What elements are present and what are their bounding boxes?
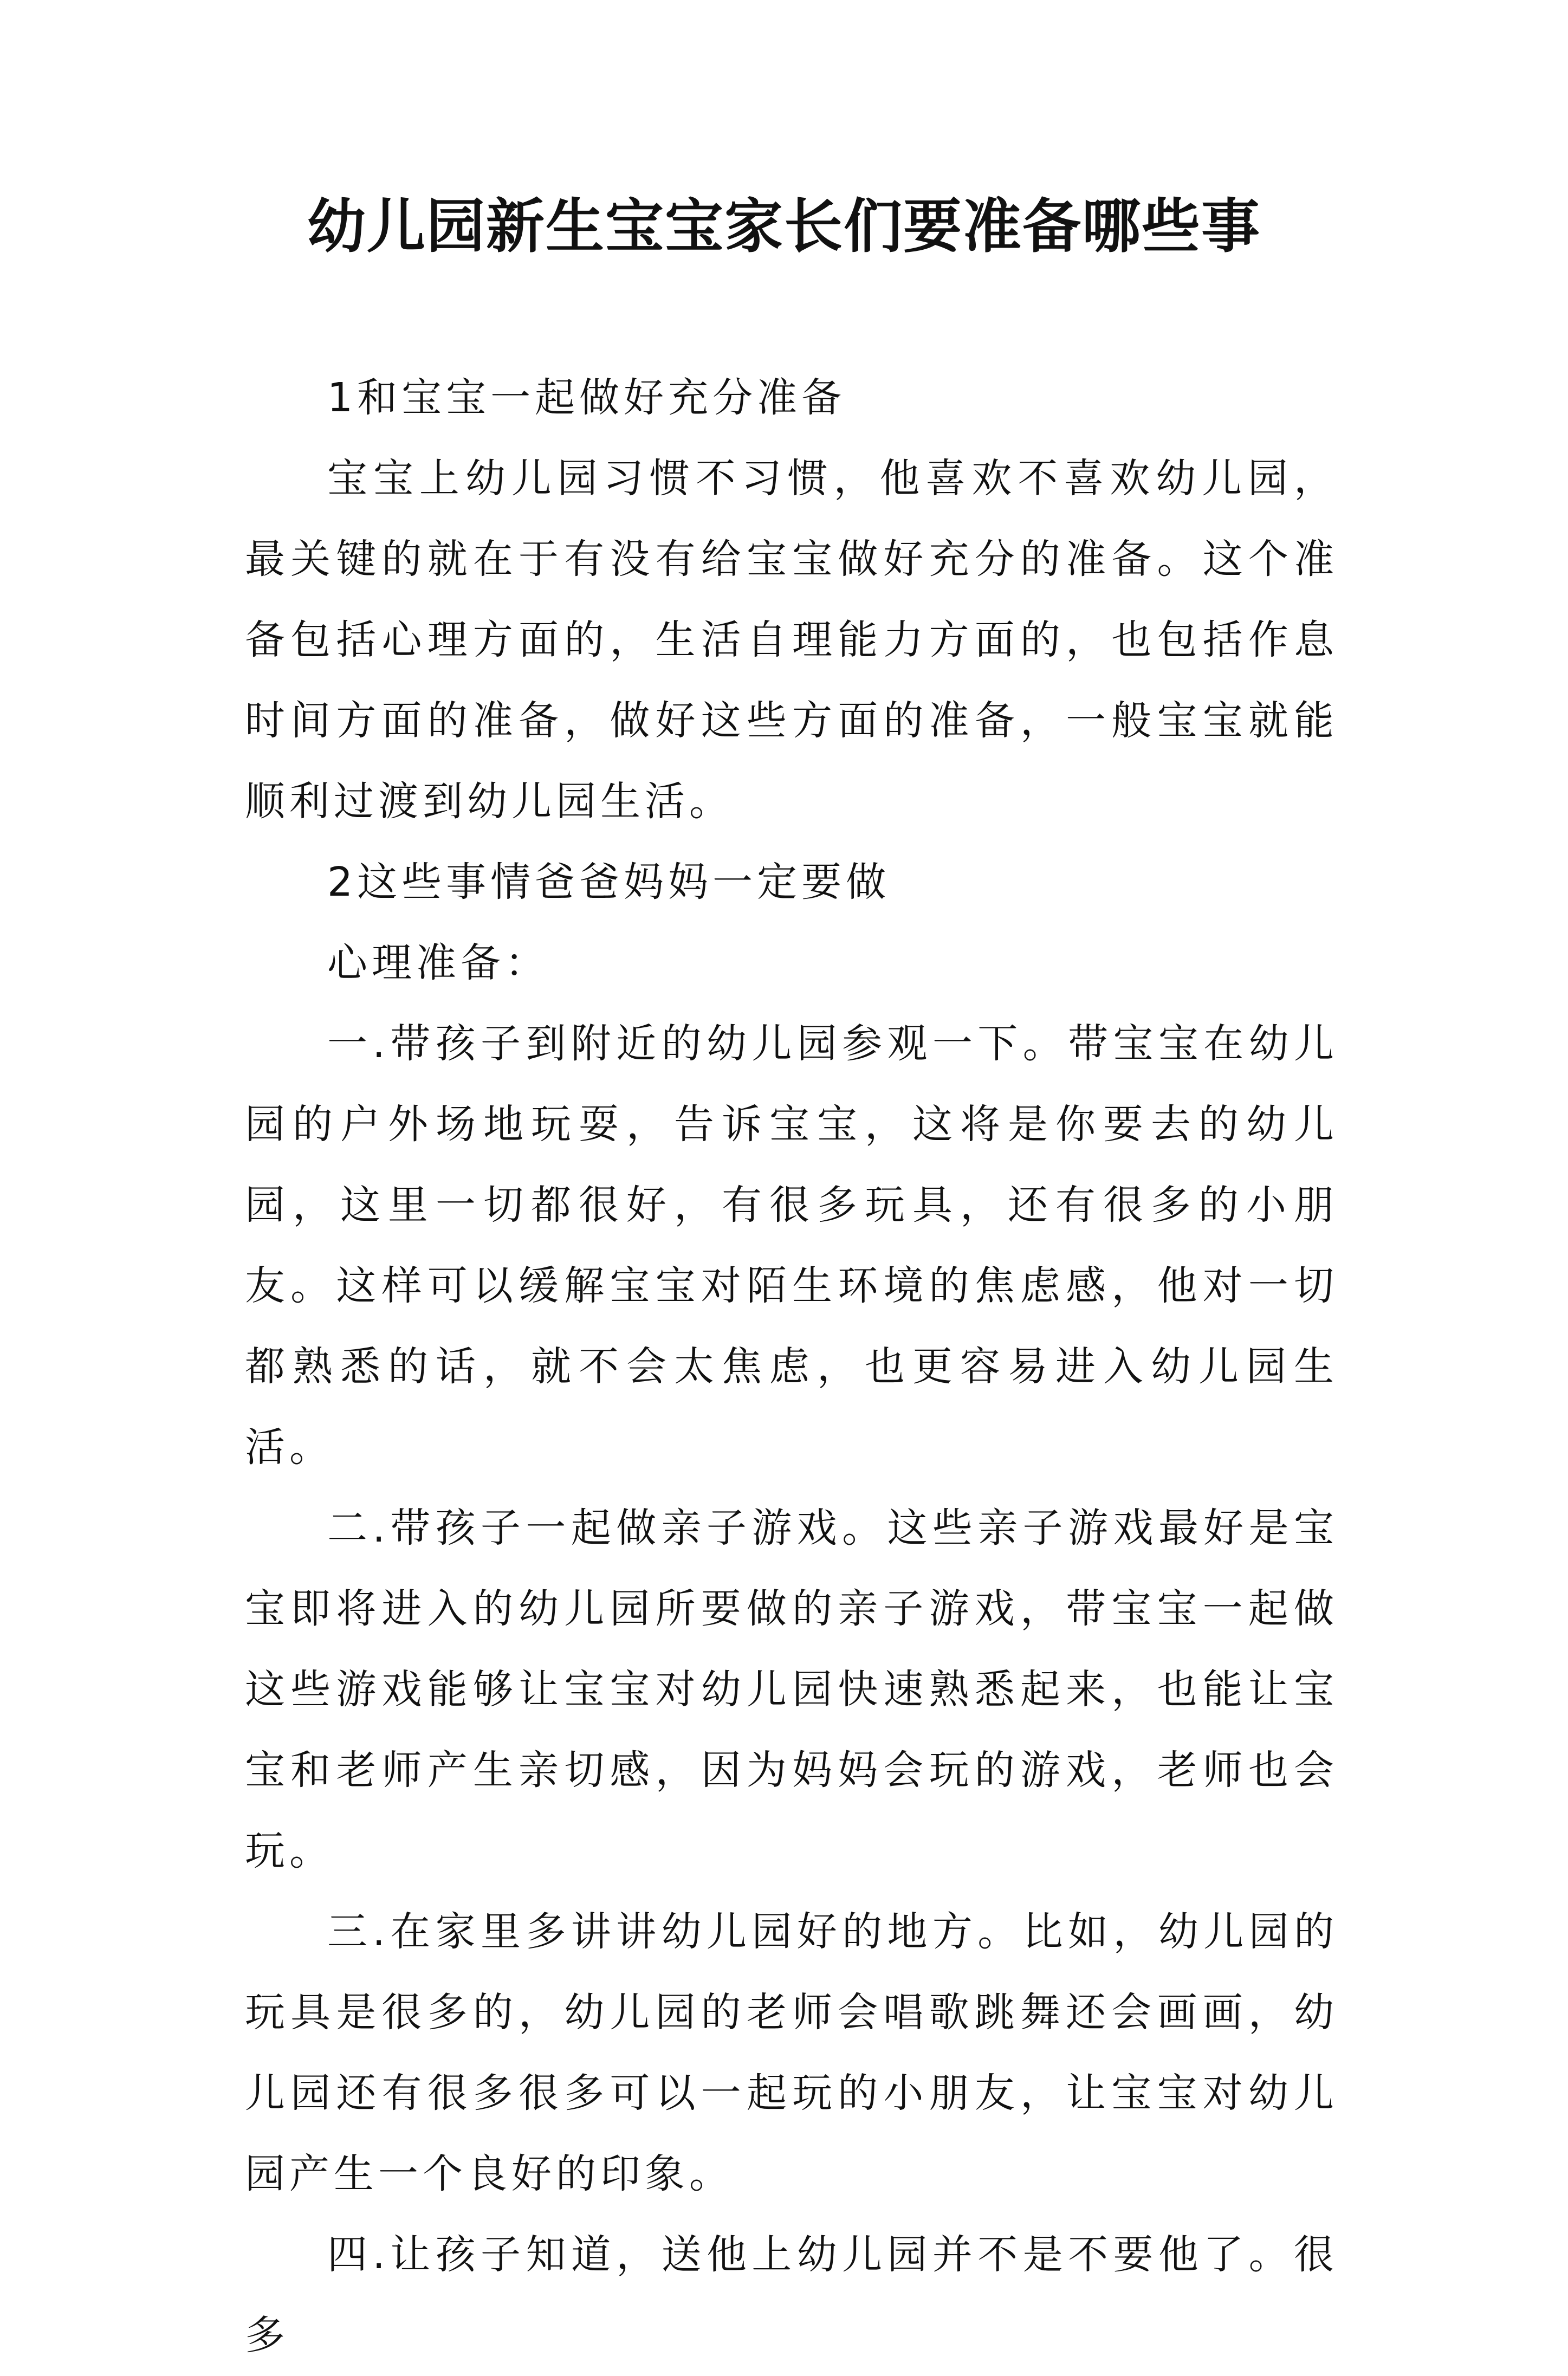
section-heading-2: 2这些事情爸爸妈妈一定要做 [327,859,891,905]
list-item-4: 四.让孩子知道，送他上幼儿园并不是不要他了。很多 [245,2231,1338,2359]
document-title: 幼儿园新生宝宝家长们要准备哪些事 [307,192,1261,261]
subheading-psychological-preparation: 心理准备： [327,940,549,986]
list-item-3: 三.在家里多讲讲幼儿园好的地方。比如，幼儿园的玩具是很多的，幼儿园的老师会唱歌跳舞还会画画，幼儿园还有很多很多可以一起玩的小朋友，让宝宝对幼儿园产生一个良好的印象。 [245,1908,1338,2197]
list-item-1: 一.带孩子到附近的幼儿园参观一下。带宝宝在幼儿园的户外场地玩耍，告诉宝宝，这将是你要去的幼儿园，这里一切都很好，有很多玩具，还有很多的小朋友。这样可以缓解宝宝对陌生环境的焦虑感，他对一切都熟悉的话，就不会太焦虑，也更容易进入幼儿园生活。 [245,1020,1338,1471]
document-body [245,358,1338,2376]
paragraph: 宝宝上幼儿园习惯不习惯，他喜欢不喜欢幼儿园，最关键的就在于有没有给宝宝做好充分的准备。这个准备包括心理方面的，生活自理能力方面的，也包括作息时间方面的准备，做好这些方面的准备，一般宝宝就能顺利过渡到幼儿园生活。 [245,455,1338,825]
list-item-2: 二.带孩子一起做亲子游戏。这些亲子游戏最好是宝宝即将进入的幼儿园所要做的亲子游戏，带宝宝一起做这些游戏能够让宝宝对幼儿园快速熟悉起来，也能让宝宝和老师产生亲切感，因为妈妈会玩的游戏，老师也会玩。 [245,1505,1338,1874]
section-heading-1: 1和宝宝一起做好充分准备 [327,374,846,421]
